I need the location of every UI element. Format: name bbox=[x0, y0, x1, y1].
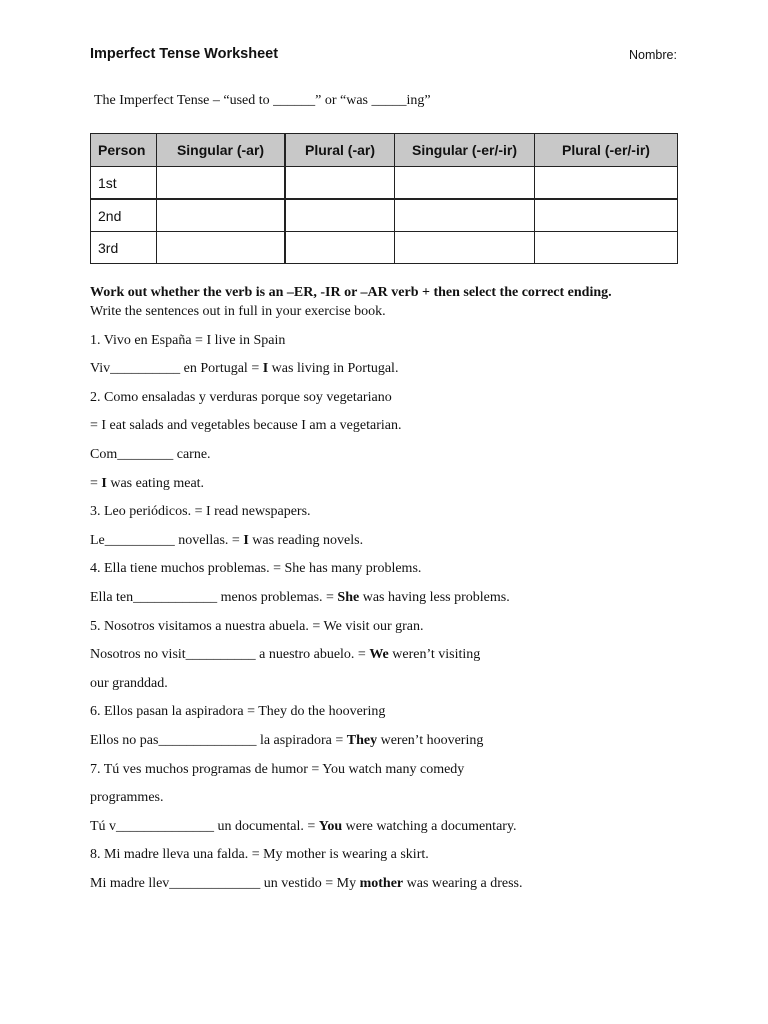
table-cell bbox=[157, 199, 286, 232]
exercise-1-prompt: 1. Vivo en España = I live in Spain bbox=[90, 332, 286, 348]
emphasis: I bbox=[243, 532, 249, 548]
table-cell bbox=[395, 232, 535, 264]
table-cell bbox=[157, 232, 286, 264]
table-cell bbox=[285, 232, 395, 264]
exercise-7-prompt: 7. Tú ves muchos programas de humor = You watch many comedy bbox=[90, 761, 465, 777]
emphasis: They bbox=[346, 732, 378, 748]
text-segment: Le__________ novellas. = bbox=[90, 532, 244, 548]
worksheet-title: Imperfect Tense Worksheet bbox=[90, 46, 279, 62]
table-cell bbox=[535, 199, 678, 232]
nombre-label: Nombre: bbox=[629, 48, 677, 62]
exercise-6-task bbox=[90, 732, 710, 761]
table-cell bbox=[285, 199, 395, 232]
header-plural-er-ir: Plural (-er/-ir) bbox=[535, 134, 678, 167]
table-cell bbox=[395, 167, 535, 200]
text-segment: was wearing a dress. bbox=[403, 875, 523, 891]
text-segment: Ellos no pas______________ la aspiradora = bbox=[90, 732, 347, 748]
subtitle: The Imperfect Tense – “used to ______” or “was _____ing” bbox=[94, 93, 431, 108]
exercise-2-prompt: 2. Como ensaladas y verduras porque soy vegetariano bbox=[90, 389, 392, 405]
exercise-5-task-continued: our granddad. bbox=[90, 675, 168, 691]
text-segment: was reading novels. bbox=[248, 532, 364, 548]
exercise-2-translation: = I eat salads and vegetables because I am a vegetarian. bbox=[90, 418, 402, 434]
exercise-8-prompt: 8. Mi madre lleva una falda. = My mother is wearing a skirt. bbox=[90, 847, 429, 863]
exercise-4-prompt: 4. Ella tiene muchos problemas. = She has many problems. bbox=[90, 561, 422, 577]
exercise-7-task bbox=[90, 818, 710, 847]
table-row bbox=[91, 167, 678, 200]
exercise-2-task-translation bbox=[90, 475, 710, 504]
row-label-1st: 1st bbox=[91, 167, 157, 200]
emphasis: mother bbox=[359, 875, 404, 891]
table-cell bbox=[285, 167, 395, 200]
text-segment: was eating meat. bbox=[106, 475, 205, 491]
instructions-bold-text: Work out whether the verb is an –ER, -IR or –AR verb + then select the correct ending. bbox=[90, 285, 612, 300]
exercise-3-task bbox=[90, 532, 710, 561]
header-plural-ar: Plural (-ar) bbox=[285, 134, 395, 167]
text-segment: Ella ten____________ menos problemas. = bbox=[90, 589, 338, 605]
text-segment: Mi madre llev_____________ un vestido = My bbox=[90, 875, 360, 891]
header-singular-er-ir: Singular (-er/-ir) bbox=[395, 134, 535, 167]
header-person: Person bbox=[91, 134, 157, 167]
exercise-4-task bbox=[90, 589, 710, 618]
table-row bbox=[91, 199, 678, 232]
table-cell bbox=[535, 232, 678, 264]
exercise-5-prompt: 5. Nosotros visitamos a nuestra abuela. = We visit our gran. bbox=[90, 618, 424, 634]
exercise-6-prompt: 6. Ellos pasan la aspiradora = They do the hoovering bbox=[90, 704, 386, 720]
exercise-7-prompt-continued: programmes. bbox=[90, 790, 164, 806]
exercise-2-task: Com________ carne. bbox=[90, 446, 211, 462]
conjugation-table bbox=[90, 133, 678, 264]
text-segment: Viv__________ en Portugal = bbox=[90, 361, 263, 377]
exercise-8-task bbox=[90, 875, 710, 904]
instructions-normal: Write the sentences out in full in your exercise book. bbox=[90, 304, 386, 319]
instructions-bold bbox=[90, 284, 710, 303]
emphasis: You bbox=[318, 818, 343, 834]
table-cell bbox=[535, 167, 678, 200]
text-segment: weren’t visiting bbox=[388, 647, 481, 663]
row-label-3rd: 3rd bbox=[91, 232, 157, 264]
text-segment: was living in Portugal. bbox=[268, 361, 399, 377]
text-segment: = bbox=[90, 475, 102, 491]
table-cell bbox=[157, 167, 286, 200]
table-row bbox=[91, 232, 678, 264]
exercise-5-task bbox=[90, 646, 710, 675]
row-label-2nd: 2nd bbox=[91, 199, 157, 232]
exercise-1-task bbox=[90, 360, 710, 389]
text-segment: Tú v______________ un documental. = bbox=[90, 818, 319, 834]
text-segment: were watching a documentary. bbox=[342, 818, 517, 834]
header-singular-ar: Singular (-ar) bbox=[157, 134, 286, 167]
exercise-3-prompt: 3. Leo periódicos. = I read newspapers. bbox=[90, 504, 311, 520]
text-segment: weren’t hoovering bbox=[377, 732, 484, 748]
table-header-row bbox=[91, 134, 678, 167]
emphasis: She bbox=[337, 589, 360, 605]
text-segment: was having less problems. bbox=[359, 589, 510, 605]
table-cell bbox=[395, 199, 535, 232]
text-segment: Nosotros no visit__________ a nuestro abuelo. = bbox=[90, 647, 370, 663]
exercise-section bbox=[90, 284, 710, 903]
emphasis: I bbox=[262, 361, 269, 377]
emphasis: I bbox=[101, 475, 107, 491]
emphasis: We bbox=[369, 647, 389, 663]
